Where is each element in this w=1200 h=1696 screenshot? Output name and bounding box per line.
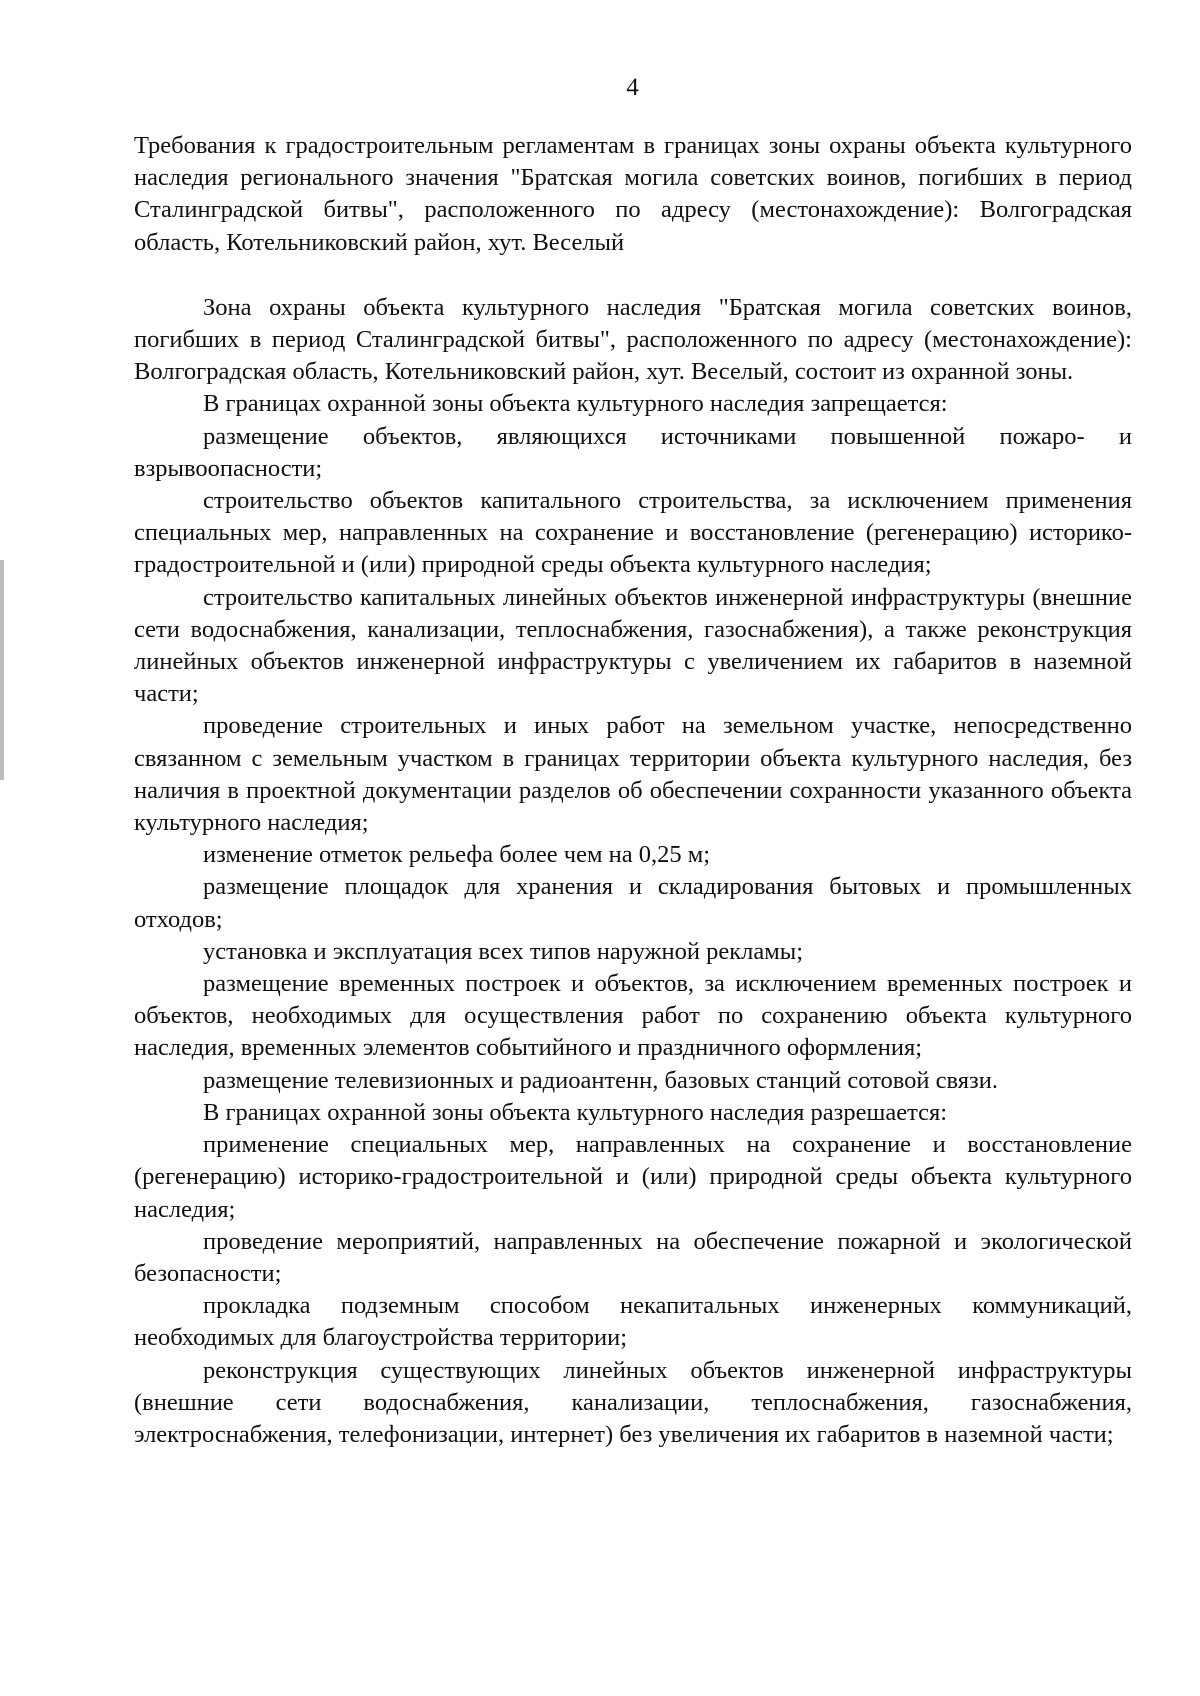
- paragraph-prohibited-item: проведение строительных и иных работ на земельном участке, непосредственно связанном с земельным участком в границах территории объекта культурного наследия, без наличия в проектной документации разделов об обеспечении сохранности указанного объекта культурного наследия;: [134, 712, 1132, 837]
- paragraph-prohibited-item: установка и эксплуатация всех типов наружной рекламы;: [203, 937, 804, 965]
- paragraph-permitted-item: применение специальных мер, направленных на сохранение и восстановление (регенерацию) историко-градостроительной и (или) природной среды объекта культурного наследия;: [134, 1131, 1132, 1223]
- document-heading: Требования к градостроительным регламентам в границах зоны охраны объекта культурного наследия регионального значения "Братская могила советских воинов, погибших в период Сталинградской битвы", расположенного по адресу (местонахождение): Волгоградская область, Котельниковский район, хут. Веселый: [134, 132, 1132, 256]
- paragraph-prohibited-item: строительство объектов капитального строительства, за исключением применения специальных мер, направленных на сохранение и восстановление (регенерацию) историко-градостроительной и (или) природной среды объекта культурного наследия;: [134, 487, 1132, 579]
- document-body: [134, 130, 1132, 1451]
- paragraph-prohibited-item: изменение отметок рельефа более чем на 0,25 м;: [203, 841, 711, 869]
- paragraph-permitted-item: реконструкция существующих линейных объектов инженерной инфраструктуры (внешние сети водоснабжения, канализации, теплоснабжения, газоснабжения, электроснабжения, телефонизации, интернет) без увеличения их габаритов в наземной части;: [134, 1356, 1132, 1448]
- paragraph-permitted-intro: В границах охранной зоны объекта культурного наследия разрешается:: [203, 1098, 948, 1126]
- paragraph-prohibited-item: строительство капитальных линейных объектов инженерной инфраструктуры (внешние сети водоснабжения, канализации, теплоснабжения, газоснабжения), а также реконструкция линейных объектов инженерной инфраструктуры с увеличением их габаритов в наземной части;: [134, 583, 1132, 708]
- paragraph-prohibited-item: размещение объектов, являющихся источниками повышенной пожаро- и взрывоопасности;: [134, 422, 1132, 482]
- paragraph-prohibited-item: размещение временных построек и объектов, за исключением временных построек и объектов, необходимых для осуществления работ по сохранению объекта культурного наследия, временных элементов событийного и праздничного оформления;: [134, 970, 1132, 1062]
- heading-spacer: [134, 259, 1132, 292]
- scan-edge-shadow: [0, 0, 4, 1696]
- paragraph-zone-description: Зона охраны объекта культурного наследия "Братская могила советских воинов, погибших в период Сталинградской битвы", расположенного по адресу (местонахождение): Волгоградская область, Котельниковский район, хут. Веселый, состоит из охранной зоны.: [134, 293, 1132, 386]
- paragraph-permitted-item: прокладка подземным способом некапитальных инженерных коммуникаций, необходимых для благоустройства территории;: [134, 1292, 1132, 1352]
- paragraph-prohibited-item: размещение телевизионных и радиоантенн, базовых станций сотовой связи.: [203, 1066, 998, 1094]
- paragraph-prohibited-intro: В границах охранной зоны объекта культурного наследия запрещается:: [203, 390, 948, 418]
- paragraph-prohibited-item: размещение площадок для хранения и складирования бытовых и промышленных отходов;: [134, 873, 1132, 933]
- paragraph-permitted-item: проведение мероприятий, направленных на обеспечение пожарной и экологической безопасности;: [134, 1227, 1132, 1287]
- page-number: 4: [626, 74, 639, 101]
